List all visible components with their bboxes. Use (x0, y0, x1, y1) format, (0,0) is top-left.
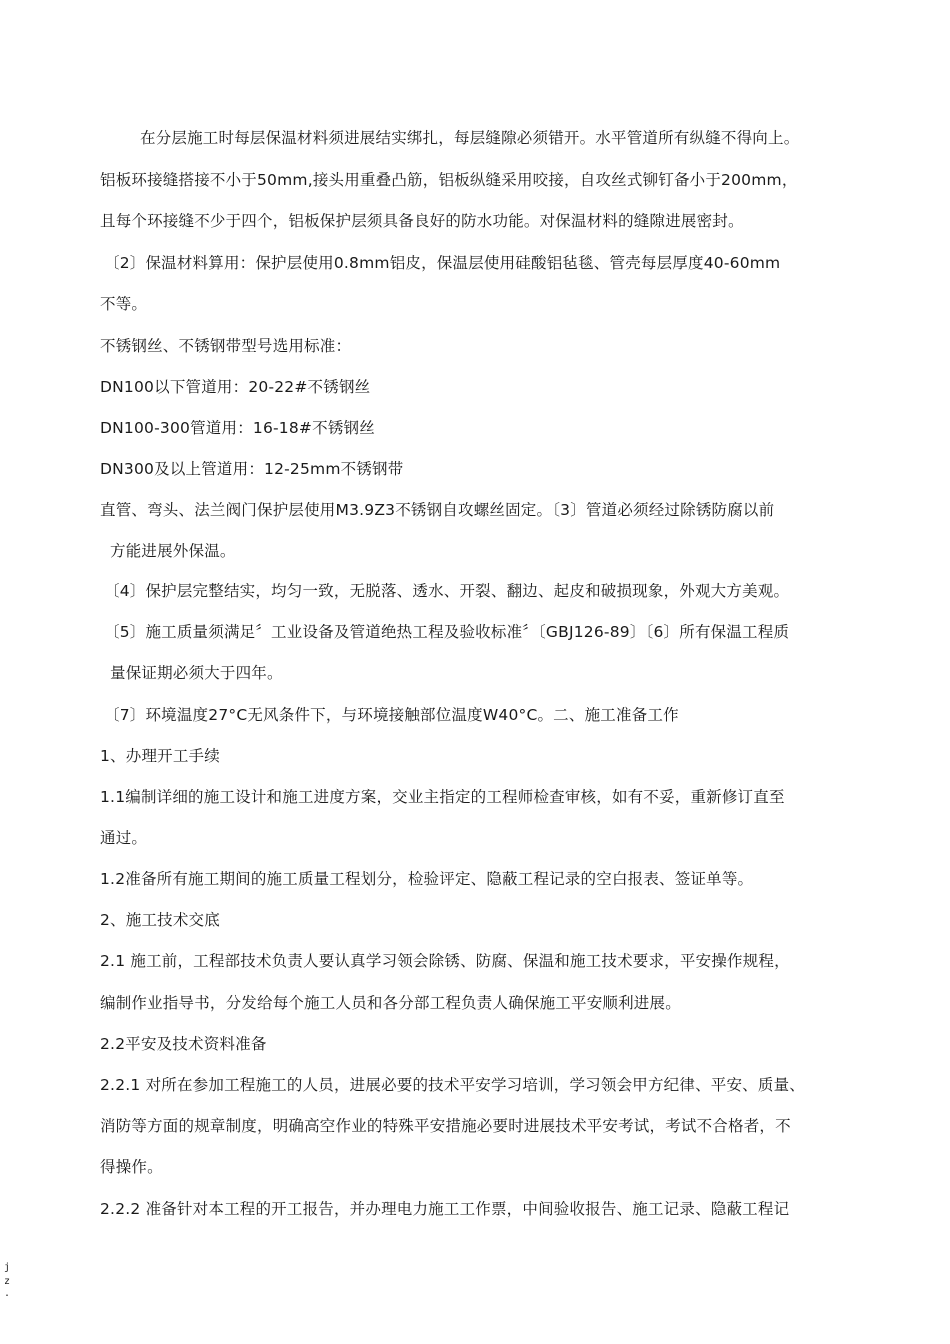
paragraph-line: 方能进展外保温。 (110, 542, 236, 560)
paragraph-line: DN100以下管道用：20-22#不锈钢丝 (100, 378, 371, 396)
paragraph-line: 〔7〕环境温度27°C无风条件下，与环境接触部位温度W40°C。二、施工准备工作 (104, 706, 679, 724)
paragraph-line: DN300及以上管道用：12-25mm不锈钢带 (100, 460, 404, 478)
margin-mark: z (4, 1276, 11, 1287)
section-heading: 2.2平安及技术资料准备 (100, 1035, 267, 1053)
paragraph-line: 编制作业指导书，分发给每个施工人员和各分部工程负责人确保施工平安顺利进展。 (100, 994, 681, 1012)
paragraph-line: 2.1 施工前，工程部技术负责人要认真学习领会除锈、防腐、保温和施工技术要求，平安操作规程， (100, 952, 790, 970)
margin-mark: . (4, 1288, 11, 1299)
paragraph-line: 量保证期必须大于四年。 (110, 664, 283, 682)
paragraph-line: 〔4〕保护层完整结实，均匀一致，无脱落、透水、开裂、翻边、起皮和破损现象，外观大方美观。 (104, 582, 790, 600)
paragraph-line: 不等。 (100, 295, 148, 313)
paragraph-line: 1.2准备所有施工期间的施工质量工程划分，检验评定、隐蔽工程记录的空白报表、签证单等。 (100, 870, 754, 888)
paragraph-line: DN100-300管道用：16-18#不锈钢丝 (100, 419, 375, 437)
section-heading: 2、施工技术交底 (100, 911, 220, 929)
paragraph-line: 1.1编制详细的施工设计和施工进度方案，交业主指定的工程师检查审核，如有不妥，重新修订直至 (100, 788, 785, 806)
paragraph-line: 在分层施工时每层保温材料须进展结实绑扎，每层缝隙必须错开。水平管道所有纵缝不得向上。 (140, 129, 800, 147)
paragraph-line: 2.2.2 准备针对本工程的开工报告，并办理电力施工工作票，中间验收报告、施工记录、隐蔽工程记 (100, 1200, 790, 1218)
paragraph-line: 〔5〕施工质量须满足〞工业设备及管道绝热工程及验收标准〞〔GBJ126-89〕〔6〕所有保温工程质 (104, 623, 790, 641)
paragraph-line: 2.2.1 对所在参加工程施工的人员，进展必要的技术平安学习培训，学习领会甲方纪律、平安、质量、 (100, 1076, 805, 1094)
paragraph-line: 铝板环接缝搭接不小于50mm,接头用重叠凸筋，铝板纵缝采用咬接，自攻丝式铆钉备小于200mm， (100, 171, 798, 189)
paragraph-line: 不锈钢丝、不锈钢带型号选用标准： (100, 337, 352, 355)
paragraph-line: 通过。 (100, 829, 148, 847)
paragraph-line: 直管、弯头、法兰阀门保护层使用M3.9Z3不锈钢自攻螺丝固定。〔3〕管道必须经过除锈防腐以前 (100, 501, 775, 519)
margin-mark: j (4, 1262, 11, 1273)
paragraph-line: 〔2〕保温材料算用：保护层使用0.8mm铝皮，保温层使用硅酸铝毡毯、管壳每层厚度40-60mm (104, 254, 781, 272)
paragraph-line: 消防等方面的规章制度，明确高空作业的特殊平安措施必要时进展技术平安考试，考试不合格者，不 (100, 1117, 791, 1135)
section-heading: 1、办理开工手续 (100, 747, 220, 765)
paragraph-line: 且每个环接缝不少于四个，铝板保护层须具备良好的防水功能。对保温材料的缝隙进展密封。 (100, 212, 744, 230)
paragraph-line: 得操作。 (100, 1158, 163, 1176)
